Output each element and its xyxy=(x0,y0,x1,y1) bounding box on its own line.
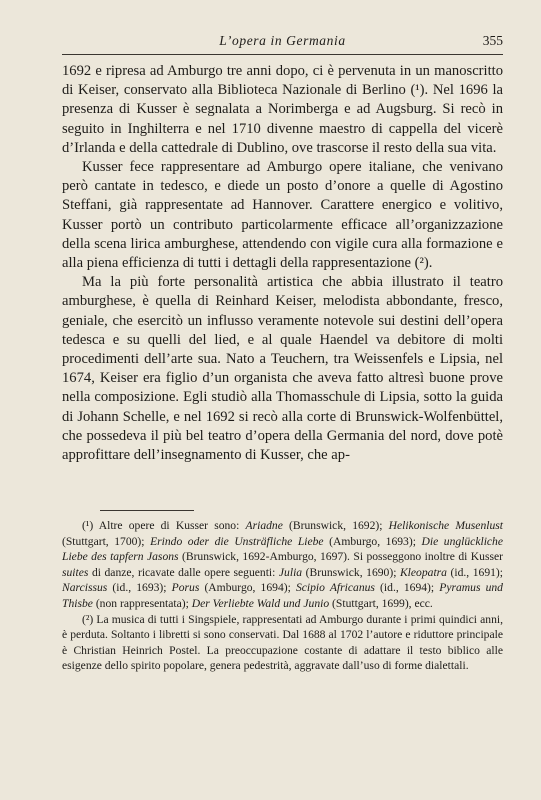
footnote-2: (²) La musica di tutti i Singspiele, rappresentati ad Amburgo durante i primi quindici anni, è perduta. Soltanto i libretti si sono conservati. Dal 1688 al 1702 l’autore e riduttore principale è Christian Heinrich Postel. La preoccupazione costante di adattare il testo biblico alle esigenze dello spirito popolare, genera pedestrità, aggravate dall’uso di forme dialettali. xyxy=(62,612,503,673)
work-title: Pyramus und Thisbe xyxy=(62,581,503,610)
page-header xyxy=(62,33,503,53)
footnote-1 xyxy=(62,518,503,612)
footnote-text: (id., 1691); xyxy=(446,565,503,579)
footnote-text: (non rappresentata); xyxy=(92,596,192,610)
paragraph-3: Ma la più forte personalità artistica che abbia illustrato il teatro amburghese, è quella di Reinhard Keiser, melodista abbondante, fresco, geniale, che esercitò un influsso veramente notevole sui destini dell’opera tedesca e su quelli del lied, e al quale Haendel va debitore di molti procedimenti dell’arte sua. Nato a Teuchern, tra Weissenfels e Lipsia, nel 1674, Keiser era figlio d’un organista che aveva fatto altresì buone prove nella composizione. Egli studiò alla Thomasschule di Lipsia, sotto la guida di Johann Schelle, e nel 1692 si recò alla corte di Brunswick-Wolfenbüttel, che possedeva il più bel teatro d’opera della Germania del nord, dove potè approfittare dell’insegnamento di Kusser, che ap- xyxy=(62,274,503,464)
body-text xyxy=(62,62,503,465)
page-number: 355 xyxy=(482,33,503,48)
footnote-text: (id., 1694); xyxy=(374,581,440,595)
work-title: Julia xyxy=(278,565,303,579)
work-title: Ariadne xyxy=(245,519,283,532)
footnote-text: (id., 1693); xyxy=(107,581,172,595)
running-title: L’opera in Germania xyxy=(219,33,346,48)
footnote-text: (Amburgo, 1693); xyxy=(323,534,422,548)
footnote-text: (¹) Altre opere di Kusser sono: xyxy=(82,519,246,532)
footnote-separator xyxy=(100,510,194,511)
footnote-text: di danze, ricavate dalle opere seguenti: xyxy=(88,565,279,579)
paragraph-2: Kusser fece rappresentare ad Amburgo opere italiane, che venivano però cantate in tedesco, e diede un posto d’onore a quelle di Agostino Steffani, già rappresentate ad Hannover. Carattere energico e volitivo, Kusser portò un contributo particolarmente efficace all’organizzazione della scena lirica amburghese, attendendo con vigile cura alla formazione e alla piena efficienza di tutti i dettagli della rappresentazione (²). xyxy=(62,159,503,272)
footnote-text: (Brunswick, 1692-Amburgo, 1697). Si posseggono inoltre di Kusser xyxy=(178,550,503,564)
work-title: Helikonische Musenlust xyxy=(388,519,503,532)
work-title: Der Verliebte Wald und Junio xyxy=(191,596,330,610)
work-title: Erindo oder die Unsträfliche Liebe xyxy=(150,534,324,548)
footnotes xyxy=(62,518,503,674)
footnote-text: (Brunswick, 1692); xyxy=(282,519,389,532)
work-title: Porus xyxy=(171,581,200,595)
work-title: Die unglückliche Liebe des tapfern Jasons xyxy=(62,534,503,564)
work-title: Scipio Africanus xyxy=(295,581,375,595)
work-title: Narcissus xyxy=(62,581,108,595)
work-title: Kleopatra xyxy=(399,565,447,579)
work-title: suites xyxy=(62,565,89,579)
header-rule xyxy=(62,54,503,55)
footnote-text: (Brunswick, 1690); xyxy=(302,565,400,579)
footnote-text: (Stuttgart, 1700); xyxy=(62,534,151,548)
paragraph-1: 1692 e ripresa ad Amburgo tre anni dopo, ci è pervenuta in un manoscritto di Keiser, conservato alla Biblioteca Nazionale di Berlino (¹). Nel 1696 la presenza di Kusser è segnalata a Norimberga e ad Augsburg. Si recò in seguito in Inghilterra e nel 1710 divenne maestro di cappella del vicerè d’Irlanda e della cattedrale di Dublino, ove trascorse il resto della sua vita. xyxy=(62,63,503,156)
footnote-text: (Amburgo, 1694); xyxy=(199,581,296,595)
footnote-text: (Stuttgart, 1699), ecc. xyxy=(329,596,433,610)
